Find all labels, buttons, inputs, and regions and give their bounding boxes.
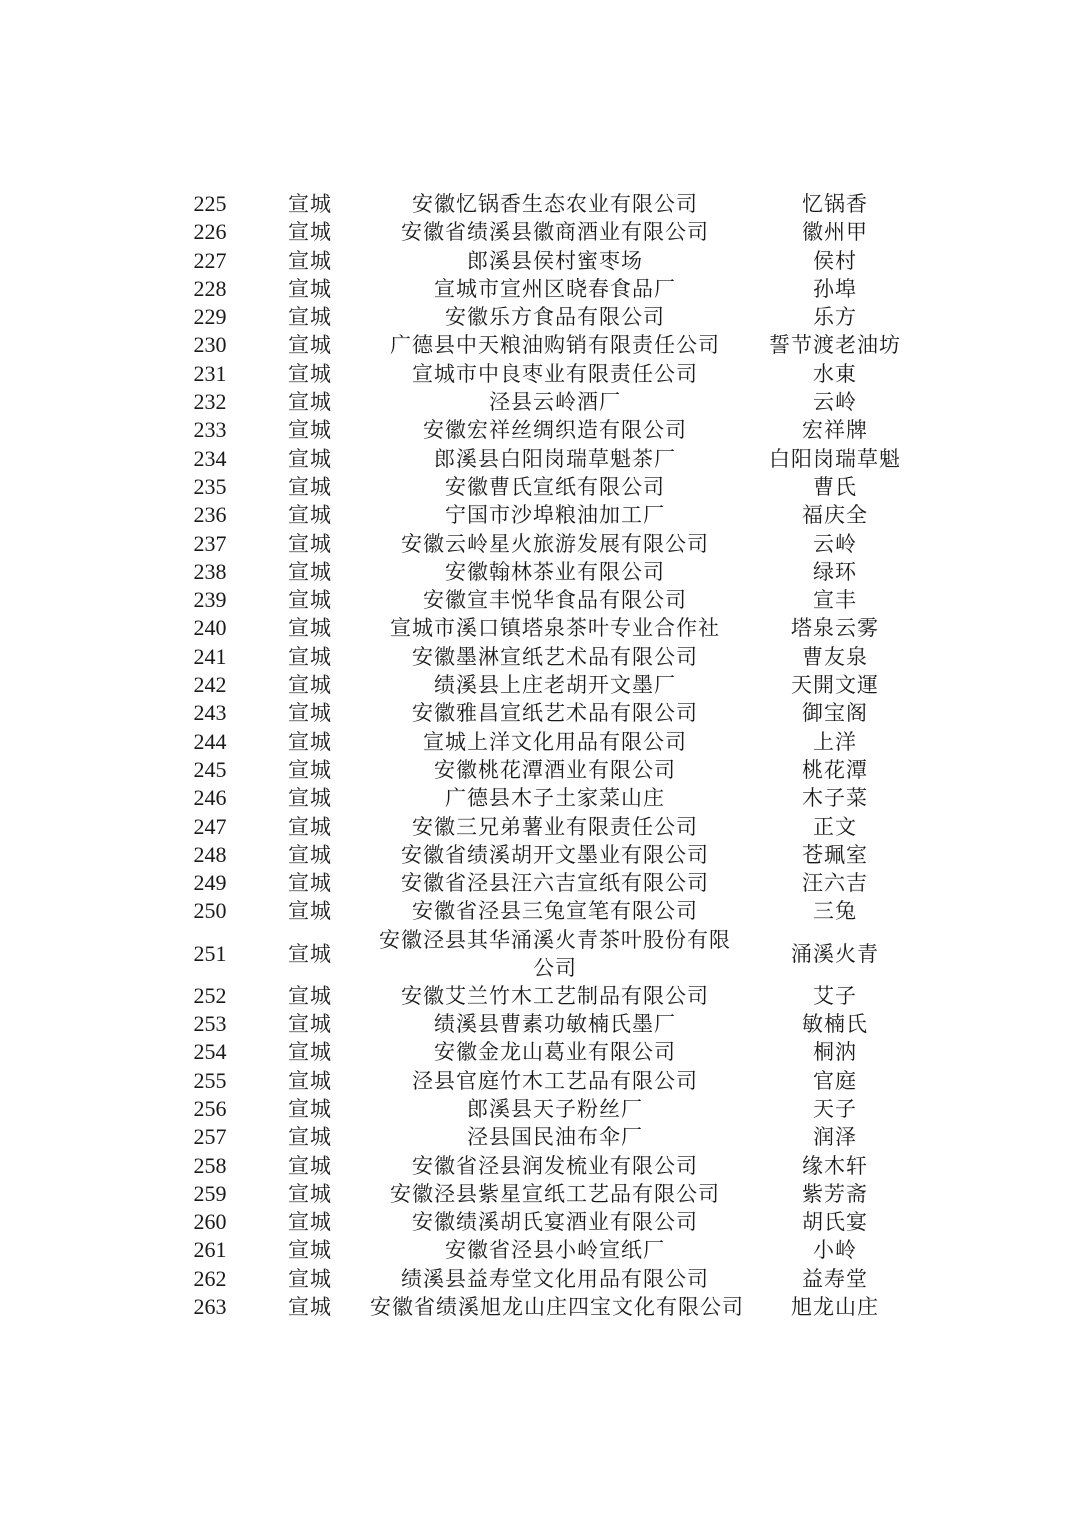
brand-name-cell: 旭龙山庄 — [791, 1294, 879, 1319]
table-row — [170, 275, 930, 303]
brand-name-cell: 侯村 — [813, 248, 857, 273]
brand-name-cell: 汪六吉 — [802, 871, 868, 896]
company-name-cell: 郎溪县侯村蜜枣场 — [467, 248, 643, 273]
table-row — [170, 1236, 930, 1264]
city-cell: 宣城 — [288, 983, 332, 1008]
city-cell: 宣城 — [288, 588, 332, 613]
company-name-cell: 绩溪县益寿堂文化用品有限公司 — [401, 1266, 709, 1291]
brand-name-cell: 徽州甲 — [802, 220, 868, 245]
table-row — [170, 218, 930, 246]
brand-name-cell: 艾子 — [813, 983, 857, 1008]
row-number-cell: 247 — [193, 813, 227, 839]
brand-name-cell: 官庭 — [813, 1068, 857, 1093]
row-number-cell: 251 — [193, 940, 227, 966]
brand-name-cell: 桃花潭 — [802, 757, 868, 782]
company-name-cell: 安徽乐方食品有限公司 — [445, 305, 665, 330]
row-number-cell: 262 — [193, 1265, 227, 1291]
city-cell: 宣城 — [288, 729, 332, 754]
company-name-cell: 安徽宏祥丝绸织造有限公司 — [423, 418, 687, 443]
city-cell: 宣城 — [288, 531, 332, 556]
city-cell: 宣城 — [288, 814, 332, 839]
row-number-cell: 242 — [193, 672, 227, 698]
table-row — [170, 671, 930, 699]
row-number-cell: 236 — [193, 502, 227, 528]
row-number-cell: 246 — [193, 785, 227, 811]
company-name-cell: 安徽绩溪胡氏宴酒业有限公司 — [412, 1210, 698, 1235]
brand-name-cell: 塔泉云雾 — [791, 616, 879, 641]
row-number-cell: 252 — [193, 982, 227, 1008]
brand-name-cell: 孙埠 — [813, 276, 857, 301]
row-number-cell: 231 — [193, 360, 227, 386]
brand-name-cell: 木子菜 — [802, 786, 868, 811]
company-name-cell: 绩溪县曹素功敏楠氏墨厂 — [434, 1012, 676, 1037]
row-number-cell: 237 — [193, 530, 227, 556]
brand-name-cell: 云岭 — [813, 531, 857, 556]
city-cell: 宣城 — [288, 503, 332, 528]
brand-name-cell: 胡氏宴 — [802, 1210, 868, 1235]
table-row — [170, 784, 930, 812]
company-name-cell: 安徽宣丰悦华食品有限公司 — [423, 588, 687, 613]
company-name-cell: 绩溪县上庄老胡开文墨厂 — [434, 673, 676, 698]
city-cell: 宣城 — [288, 1238, 332, 1263]
company-name-cell: 安徽翰林茶业有限公司 — [445, 559, 665, 584]
table-row — [170, 331, 930, 359]
row-number-cell: 227 — [193, 247, 227, 273]
table-row — [170, 982, 930, 1010]
table-body — [170, 190, 930, 1321]
brand-name-cell: 紫芳斋 — [802, 1181, 868, 1206]
brand-name-cell: 桐汭 — [813, 1040, 857, 1065]
company-name-cell: 宁国市沙埠粮油加工厂 — [445, 503, 665, 528]
city-cell: 宣城 — [288, 305, 332, 330]
table-row — [170, 926, 930, 982]
row-number-cell: 239 — [193, 587, 227, 613]
company-name-cell: 安徽金龙山葛业有限公司 — [434, 1040, 676, 1065]
city-cell: 宣城 — [288, 1040, 332, 1065]
company-name-cell: 郎溪县白阳岗瑞草魁茶厂 — [434, 446, 676, 471]
city-cell: 宣城 — [288, 361, 332, 386]
company-name-cell: 宣城市溪口镇塔泉茶叶专业合作社 — [390, 616, 720, 641]
company-name-cell: 广德县木子土家菜山庄 — [445, 786, 665, 811]
city-cell: 宣城 — [288, 559, 332, 584]
company-name-cell: 宣城上洋文化用品有限公司 — [423, 729, 687, 754]
city-cell: 宣城 — [288, 673, 332, 698]
row-number-cell: 230 — [193, 332, 227, 358]
city-cell: 宣城 — [288, 1181, 332, 1206]
city-cell: 宣城 — [288, 474, 332, 499]
city-cell: 宣城 — [288, 1068, 332, 1093]
table-row — [170, 1265, 930, 1293]
company-name-cell: 安徽云岭星火旅游发展有限公司 — [401, 531, 709, 556]
row-number-cell: 258 — [193, 1152, 227, 1178]
brand-name-cell: 白阳岗瑞草魁 — [769, 446, 901, 471]
company-name-cell: 安徽省绩溪旭龙山庄四宝文化有限公司 — [370, 1294, 744, 1319]
row-number-cell: 228 — [193, 275, 227, 301]
table-row — [170, 416, 930, 444]
brand-name-cell: 敏楠氏 — [802, 1012, 868, 1037]
table-row — [170, 247, 930, 275]
table-row — [170, 1208, 930, 1236]
brand-name-cell: 曹氏 — [813, 474, 857, 499]
city-cell: 宣城 — [288, 276, 332, 301]
brand-name-cell: 宣丰 — [813, 588, 857, 613]
brand-name-cell: 益寿堂 — [802, 1266, 868, 1291]
row-number-cell: 261 — [193, 1237, 227, 1263]
table-row — [170, 869, 930, 897]
company-name-cell: 宣城市中良枣业有限责任公司 — [412, 361, 698, 386]
table-row — [170, 728, 930, 756]
company-name-cell: 安徽省泾县三兔宣笔有限公司 — [412, 899, 698, 924]
company-name-cell: 安徽三兄弟薯业有限责任公司 — [412, 814, 698, 839]
table-row — [170, 388, 930, 416]
table-row — [170, 1038, 930, 1066]
row-number-cell: 229 — [193, 304, 227, 330]
brand-name-cell: 苍珮室 — [802, 842, 868, 867]
table-row — [170, 1152, 930, 1180]
company-name-cell: 泾县国民油布伞厂 — [467, 1125, 643, 1150]
city-cell: 宣城 — [288, 1266, 332, 1291]
row-number-cell: 255 — [193, 1067, 227, 1093]
city-cell: 宣城 — [288, 757, 332, 782]
table-row — [170, 445, 930, 473]
row-number-cell: 249 — [193, 870, 227, 896]
row-number-cell: 245 — [193, 756, 227, 782]
table-row — [170, 1010, 930, 1038]
city-cell: 宣城 — [288, 1294, 332, 1319]
row-number-cell: 225 — [193, 191, 227, 216]
brand-name-cell: 正文 — [813, 814, 857, 839]
row-number-cell: 234 — [193, 445, 227, 471]
company-name-cell: 安徽艾兰竹木工艺制品有限公司 — [401, 983, 709, 1008]
row-number-cell: 241 — [193, 643, 227, 669]
row-number-cell: 248 — [193, 841, 227, 867]
brand-name-cell: 天開文運 — [791, 673, 879, 698]
table-row — [170, 1123, 930, 1151]
city-cell: 宣城 — [288, 418, 332, 443]
table-row — [170, 1095, 930, 1123]
table-row — [170, 530, 930, 558]
row-number-cell: 226 — [193, 219, 227, 245]
brand-name-cell: 誓节渡老油坊 — [769, 333, 901, 358]
brand-name-cell: 润泽 — [813, 1125, 857, 1150]
brand-name-cell: 涌溪火青 — [791, 941, 879, 966]
brand-name-cell: 福庆全 — [802, 503, 868, 528]
row-number-cell: 257 — [193, 1124, 227, 1150]
table-row — [170, 841, 930, 869]
company-name-cell: 安徽泾县紫星宣纸工艺品有限公司 — [390, 1181, 720, 1206]
company-name-cell: 郎溪县天子粉丝厂 — [467, 1096, 643, 1121]
table-row — [170, 756, 930, 784]
row-number-cell: 238 — [193, 558, 227, 584]
company-name-cell: 安徽省泾县小岭宣纸厂 — [445, 1238, 665, 1263]
city-cell: 宣城 — [288, 192, 332, 216]
brand-name-cell: 忆锅香 — [802, 192, 868, 216]
company-name-cell: 安徽省绩溪胡开文墨业有限公司 — [401, 842, 709, 867]
table-row — [170, 360, 930, 388]
company-name-cell: 安徽省泾县润发梳业有限公司 — [412, 1153, 698, 1178]
brand-name-cell: 天子 — [813, 1096, 857, 1121]
brand-name-cell: 缘木轩 — [802, 1153, 868, 1178]
company-name-cell: 泾县云岭酒厂 — [489, 390, 621, 415]
table-row — [170, 897, 930, 925]
enterprise-brand-table — [170, 190, 930, 1321]
company-name-cell: 安徽雅昌宣纸艺术品有限公司 — [412, 701, 698, 726]
row-number-cell: 260 — [193, 1209, 227, 1235]
table-row — [170, 1293, 930, 1321]
row-number-cell: 253 — [193, 1011, 227, 1037]
city-cell: 宣城 — [288, 644, 332, 669]
city-cell: 宣城 — [288, 220, 332, 245]
table-row — [170, 1180, 930, 1208]
row-number-cell: 243 — [193, 700, 227, 726]
table-row — [170, 558, 930, 586]
brand-name-cell: 三兔 — [813, 899, 857, 924]
table-row — [170, 699, 930, 727]
table-row — [170, 813, 930, 841]
table-row — [170, 303, 930, 331]
brand-name-cell: 上洋 — [813, 729, 857, 754]
table-row — [170, 614, 930, 642]
city-cell: 宣城 — [288, 1012, 332, 1037]
city-cell: 宣城 — [288, 390, 332, 415]
city-cell: 宣城 — [288, 899, 332, 924]
table-row — [170, 643, 930, 671]
city-cell: 宣城 — [288, 616, 332, 641]
brand-name-cell: 御宝阁 — [802, 701, 868, 726]
city-cell: 宣城 — [288, 1125, 332, 1150]
city-cell: 宣城 — [288, 446, 332, 471]
brand-name-cell: 乐方 — [813, 305, 857, 330]
company-name-cell: 安徽桃花潭酒业有限公司 — [434, 757, 676, 782]
company-name-cell: 宣城市宣州区晓春食品厂 — [434, 276, 676, 301]
company-name-cell: 安徽省泾县汪六吉宣纸有限公司 — [401, 871, 709, 896]
brand-name-cell: 小岭 — [813, 1238, 857, 1263]
brand-name-cell: 曹友泉 — [802, 644, 868, 669]
row-number-cell: 259 — [193, 1180, 227, 1206]
city-cell: 宣城 — [288, 701, 332, 726]
city-cell: 宣城 — [288, 842, 332, 867]
row-number-cell: 233 — [193, 417, 227, 443]
city-cell: 宣城 — [288, 1153, 332, 1178]
city-cell: 宣城 — [288, 333, 332, 358]
company-name-cell: 安徽墨淋宣纸艺术品有限公司 — [412, 644, 698, 669]
city-cell: 宣城 — [288, 871, 332, 896]
row-number-cell: 240 — [193, 615, 227, 641]
row-number-cell: 244 — [193, 728, 227, 754]
company-name-cell: 安徽忆锅香生态农业有限公司 — [412, 192, 698, 216]
row-number-cell: 250 — [193, 898, 227, 924]
table-row — [170, 586, 930, 614]
table-row — [170, 190, 930, 218]
brand-name-cell: 宏祥牌 — [802, 418, 868, 443]
company-name-cell: 安徽曹氏宣纸有限公司 — [445, 474, 665, 499]
city-cell: 宣城 — [288, 941, 332, 966]
row-number-cell: 232 — [193, 389, 227, 415]
company-name-cell: 泾县官庭竹木工艺品有限公司 — [412, 1068, 698, 1093]
table-row — [170, 1067, 930, 1095]
row-number-cell: 235 — [193, 473, 227, 499]
row-number-cell: 256 — [193, 1095, 227, 1121]
city-cell: 宣城 — [288, 1210, 332, 1235]
brand-name-cell: 绿环 — [813, 559, 857, 584]
brand-name-cell: 水東 — [813, 361, 857, 386]
row-number-cell: 263 — [193, 1293, 227, 1319]
table-row — [170, 501, 930, 529]
company-name-cell: 广德县中天粮油购销有限责任公司 — [390, 333, 720, 358]
city-cell: 宣城 — [288, 1096, 332, 1121]
company-name-cell: 安徽泾县其华涌溪火青茶叶股份有限公司 — [379, 927, 731, 980]
city-cell: 宣城 — [288, 786, 332, 811]
row-number-cell: 254 — [193, 1039, 227, 1065]
brand-name-cell: 云岭 — [813, 390, 857, 415]
company-name-cell: 安徽省绩溪县徽商酒业有限公司 — [401, 220, 709, 245]
city-cell: 宣城 — [288, 248, 332, 273]
table-row — [170, 473, 930, 501]
